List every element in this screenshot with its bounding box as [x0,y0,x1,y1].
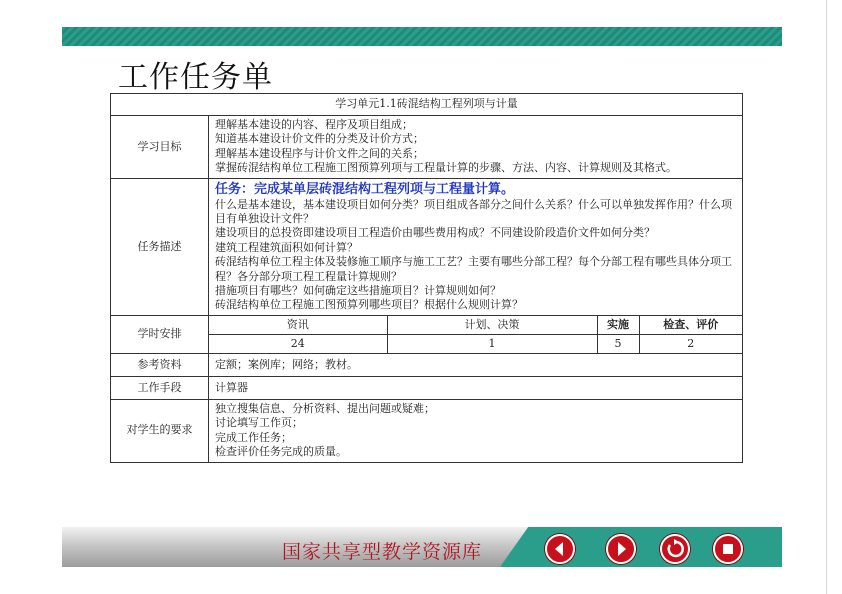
goal-line: 知道基本建设计价文件的分类及计价方式； [215,132,424,146]
table-row [111,399,743,462]
replay-icon [662,536,688,562]
next-button[interactable] [606,534,636,564]
table-row [111,376,743,399]
schedule-value-row [209,334,742,353]
goal-line: 掌握砖混结构单位工程施工图预算列项与工程量计算的步骤、方法、内容、计算规则及其格式。 [215,161,677,175]
requirements-content [209,399,743,462]
task-title: 任务：完成某单层砖混结构工程列项与工程量计算。 [215,181,515,197]
task-line: 什么是基本建设，基本建设项目如何分类？项目组成各部分之间什么关系？什么可以单独发挥作用？什么项目有单独设计文件？ [215,197,732,226]
top-decor-band [62,27,782,46]
table-row [111,353,743,376]
schedule-header: 资讯 [209,316,387,335]
schedule-header-row [209,316,742,335]
page-title: 工作任务单 [118,60,273,95]
schedule-header: 计划、决策 [387,316,597,335]
references-value: 定额；案例库；网络；教材。 [209,353,743,376]
table-row [111,315,743,353]
tools-label: 工作手段 [111,376,209,399]
schedule-label: 学时安排 [111,315,209,353]
references-label: 参考资料 [111,353,209,376]
task-line: 措施项目有哪些？如何确定这些措施项目？计算规则如何？ [215,284,501,298]
goals-content [209,116,743,179]
prev-button[interactable] [545,534,575,564]
stop-button[interactable] [713,534,743,564]
schedule-value: 5 [597,334,639,353]
requirement-line: 检查评价任务完成的质量。 [215,445,347,459]
tools-value: 计算器 [209,376,743,399]
requirement-line: 独立搜集信息、分析资料、提出问题或疑难； [215,401,435,415]
task-content [209,178,743,315]
task-line: 砖混结构单位工程主体及装修施工顺序与施工工艺？主要有哪些分部工程？每个分部工程有哪些具体分项工程？各分部分项工程工程量计算规则？ [215,255,732,283]
requirement-line: 讨论填写工作页； [215,416,303,430]
stop-icon [715,536,741,562]
task-line: 建筑工程建筑面积如何计算？ [215,240,358,254]
brand-title: 国家共享型教学资源库 [282,541,483,563]
goal-line: 理解基本建设程序与计价文件之间的关系； [215,146,424,160]
task-sheet-table [110,93,743,463]
schedule-value: 24 [209,334,387,353]
requirement-line: 完成工作任务； [215,430,292,444]
task-line: 建设项目的总投资即建设项目工程造价由哪些费用构成？不同建设阶段造价文件如何分类？ [215,226,655,240]
unit-header: 学习单元1.1砖混结构工程列项与计量 [111,94,743,116]
schedule-value: 1 [387,334,597,353]
schedule-value: 2 [687,336,695,350]
table-row [111,94,743,116]
goal-line: 理解基本建设的内容、程序及项目组成； [215,118,413,131]
task-line: 砖混结构单位工程施工图预算列哪些项目？根据什么规则计算？ [215,298,523,312]
goals-label: 学习目标 [111,116,209,179]
replay-button[interactable] [660,534,690,564]
schedule-header: 检查、评价 [639,316,742,335]
page-edge-line [826,0,827,594]
task-label: 任务描述 [111,178,209,315]
table-row [111,178,743,315]
schedule-cell [209,315,743,353]
next-icon [608,536,634,562]
schedule-header: 实施 [597,316,639,335]
table-row [111,116,743,179]
schedule-table [209,316,742,353]
requirements-label: 对学生的要求 [111,399,209,462]
prev-icon [547,536,573,562]
